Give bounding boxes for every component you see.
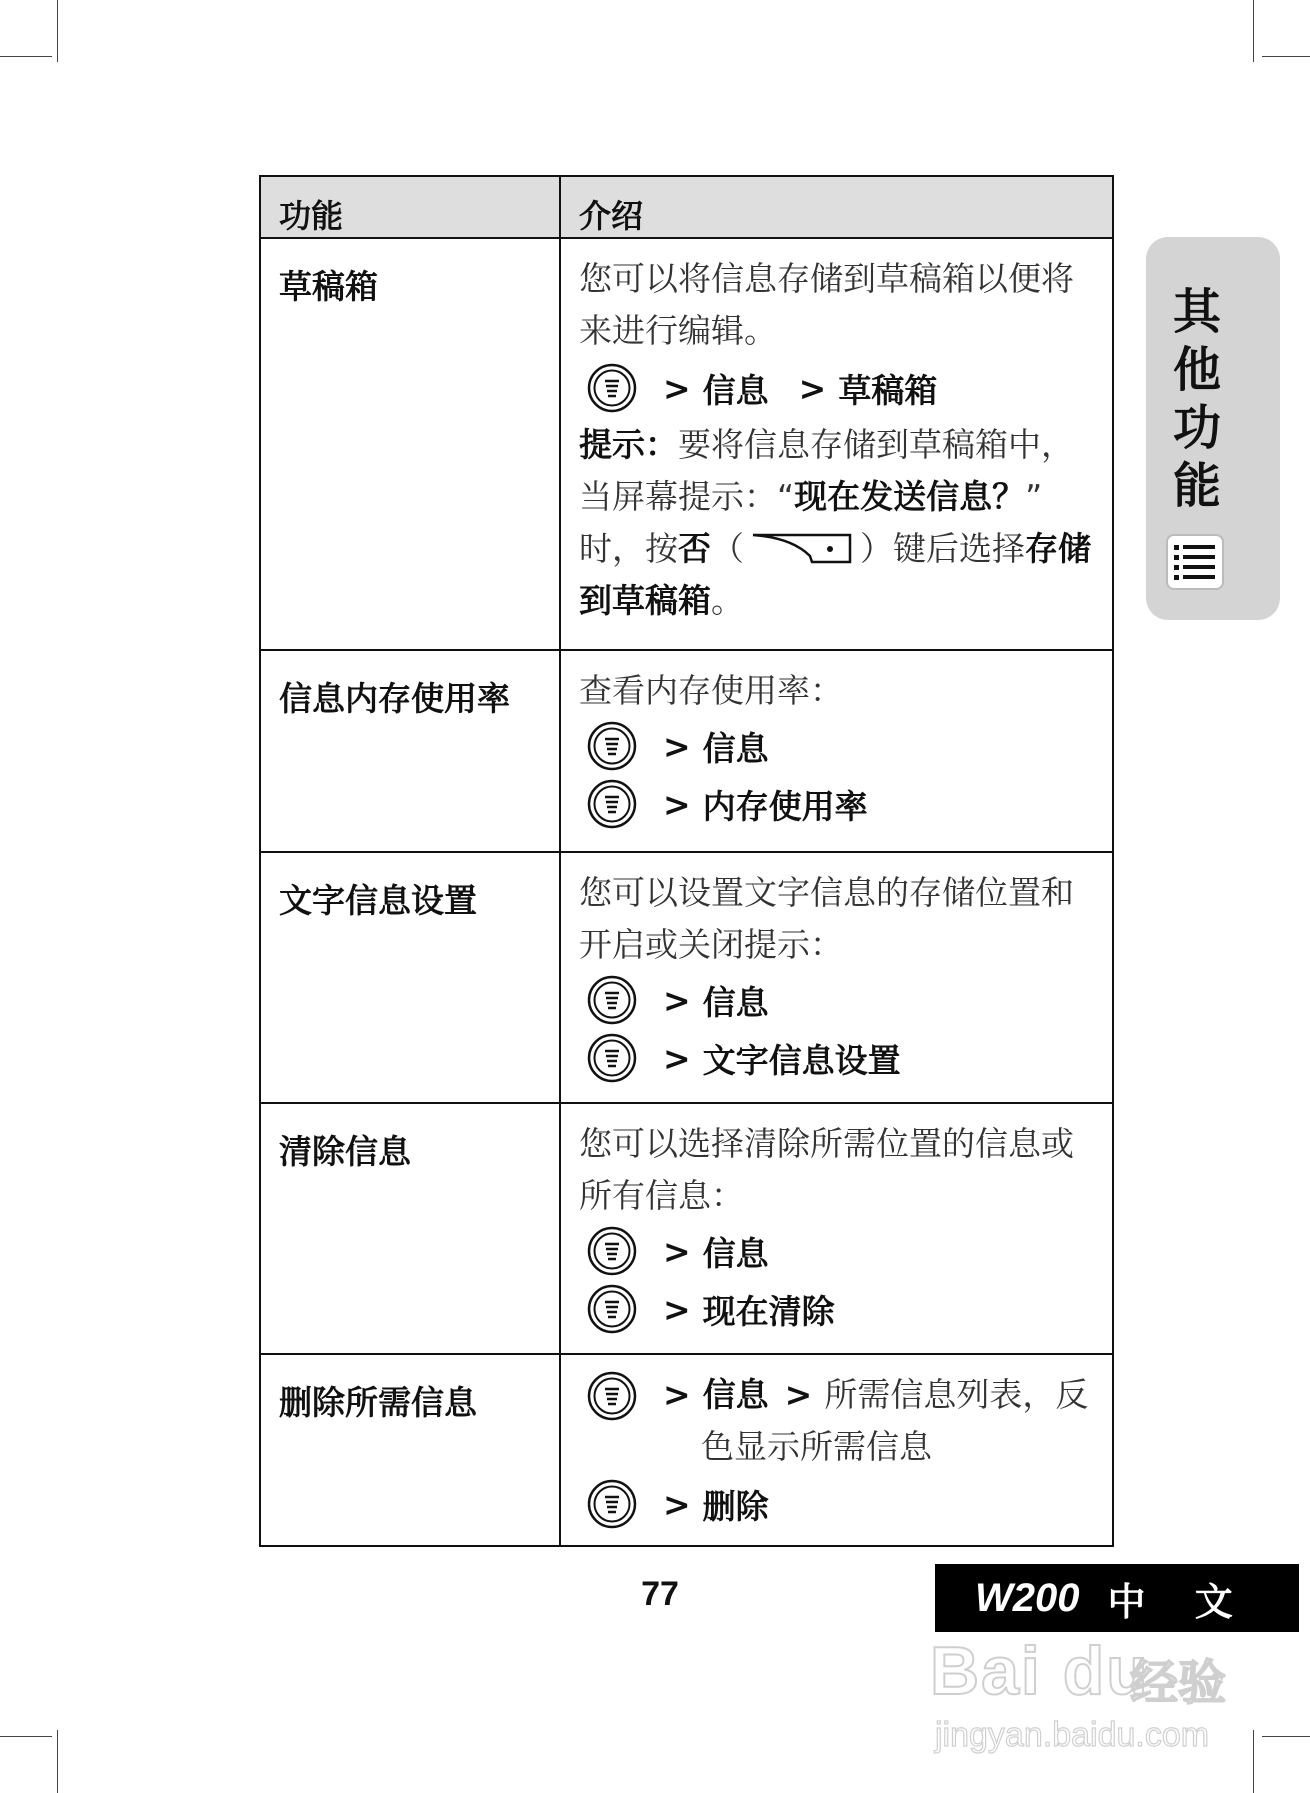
path-step: 内存使用率 <box>702 786 868 826</box>
menu-path: > 信息 > 所需信息列表，反 色显示所需信息 <box>579 1369 1094 1473</box>
function-clear-messages: 清除信息 <box>260 1103 560 1354</box>
description-text: 您可以将信息存储到草稿箱以便将 来进行编辑。 <box>579 259 1074 350</box>
description-text: 您可以设置文字信息的存储位置和 开启或关闭提示： <box>579 873 1074 964</box>
description-cell <box>560 1354 1113 1546</box>
menu-key-icon <box>587 1284 637 1334</box>
path-step: 信息 <box>702 728 769 768</box>
menu-key-icon <box>587 721 637 771</box>
menu-key-icon <box>587 363 637 413</box>
path-step: 信息 <box>702 1233 769 1273</box>
watermark-brand-cn: 经验 <box>1130 1655 1227 1711</box>
header-description: 介绍 <box>560 176 1113 238</box>
crop-mark <box>57 0 58 62</box>
path-step: 信息 <box>702 1375 769 1414</box>
watermark-url: jingyan.baidu.com <box>935 1716 1210 1754</box>
function-delete-message: 删除所需信息 <box>260 1354 560 1546</box>
tip-text: 提示：要将信息存储到草稿箱中， 当屏幕提示：“现在发送信息？” 时，按否（ ）键后选择存储 到草稿箱。 <box>579 425 1091 620</box>
description-cell <box>560 238 1113 650</box>
table-row <box>260 1354 1113 1546</box>
menu-key-icon <box>587 975 637 1025</box>
path-step: 信息 <box>702 370 769 410</box>
menu-path: > 删除 <box>579 1475 1094 1533</box>
table-row <box>260 650 1113 852</box>
watermark-brand: Bai du <box>930 1633 1150 1709</box>
menu-key-icon <box>587 1371 637 1421</box>
menu-path: > 文字信息设置 <box>579 1029 1094 1087</box>
model-name: W200 <box>975 1575 1080 1620</box>
page-number: 77 <box>641 1575 679 1613</box>
crop-mark <box>57 1730 58 1793</box>
menu-key-icon <box>587 1479 637 1529</box>
description-text: 查看内存使用率： <box>579 671 843 710</box>
header-function: 功能 <box>260 176 560 238</box>
description-cell <box>560 1103 1113 1354</box>
chapter-title: 其 他 功 能 <box>1172 284 1221 514</box>
path-step: 文字信息设置 <box>702 1040 901 1080</box>
table-row <box>260 852 1113 1103</box>
menu-path: > 内存使用率 <box>579 775 1094 833</box>
crop-mark <box>1262 56 1310 57</box>
crop-mark <box>1262 1736 1310 1737</box>
model-language: 中 文 <box>1107 1579 1251 1624</box>
function-memory-usage: 信息内存使用率 <box>260 650 560 852</box>
table-row <box>260 1103 1113 1354</box>
right-soft-key-icon <box>750 530 854 568</box>
function-drafts: 草稿箱 <box>260 238 560 650</box>
menu-key-icon <box>587 779 637 829</box>
function-text-settings: 文字信息设置 <box>260 852 560 1103</box>
feature-table <box>259 175 1114 1547</box>
menu-key-icon <box>587 1033 637 1083</box>
path-step: 草稿箱 <box>838 370 938 410</box>
tip-label: 提示： <box>579 425 678 464</box>
menu-path: > 信息 <box>579 717 1094 775</box>
baidu-watermark <box>930 1632 1240 1762</box>
crop-mark <box>1253 0 1254 62</box>
description-cell <box>560 650 1113 852</box>
menu-path: > 信息 <box>579 971 1094 1029</box>
path-step: 信息 <box>702 982 769 1022</box>
path-step: 删除 <box>702 1486 769 1526</box>
menu-list-icon <box>1166 534 1224 590</box>
menu-key-icon <box>587 1226 637 1276</box>
model-banner <box>935 1564 1299 1632</box>
description-cell <box>560 852 1113 1103</box>
crop-mark <box>0 1736 52 1737</box>
description-text: 您可以选择清除所需位置的信息或 所有信息： <box>579 1124 1074 1215</box>
menu-path: > 信息 > 草稿箱 <box>579 357 1094 419</box>
crop-mark <box>0 56 52 57</box>
table-header-row <box>260 176 1113 238</box>
table-row <box>260 238 1113 650</box>
path-step: 现在清除 <box>702 1291 835 1331</box>
menu-path: > 现在清除 <box>579 1280 1094 1338</box>
crop-mark <box>1253 1730 1254 1793</box>
menu-path: > 信息 <box>579 1222 1094 1280</box>
